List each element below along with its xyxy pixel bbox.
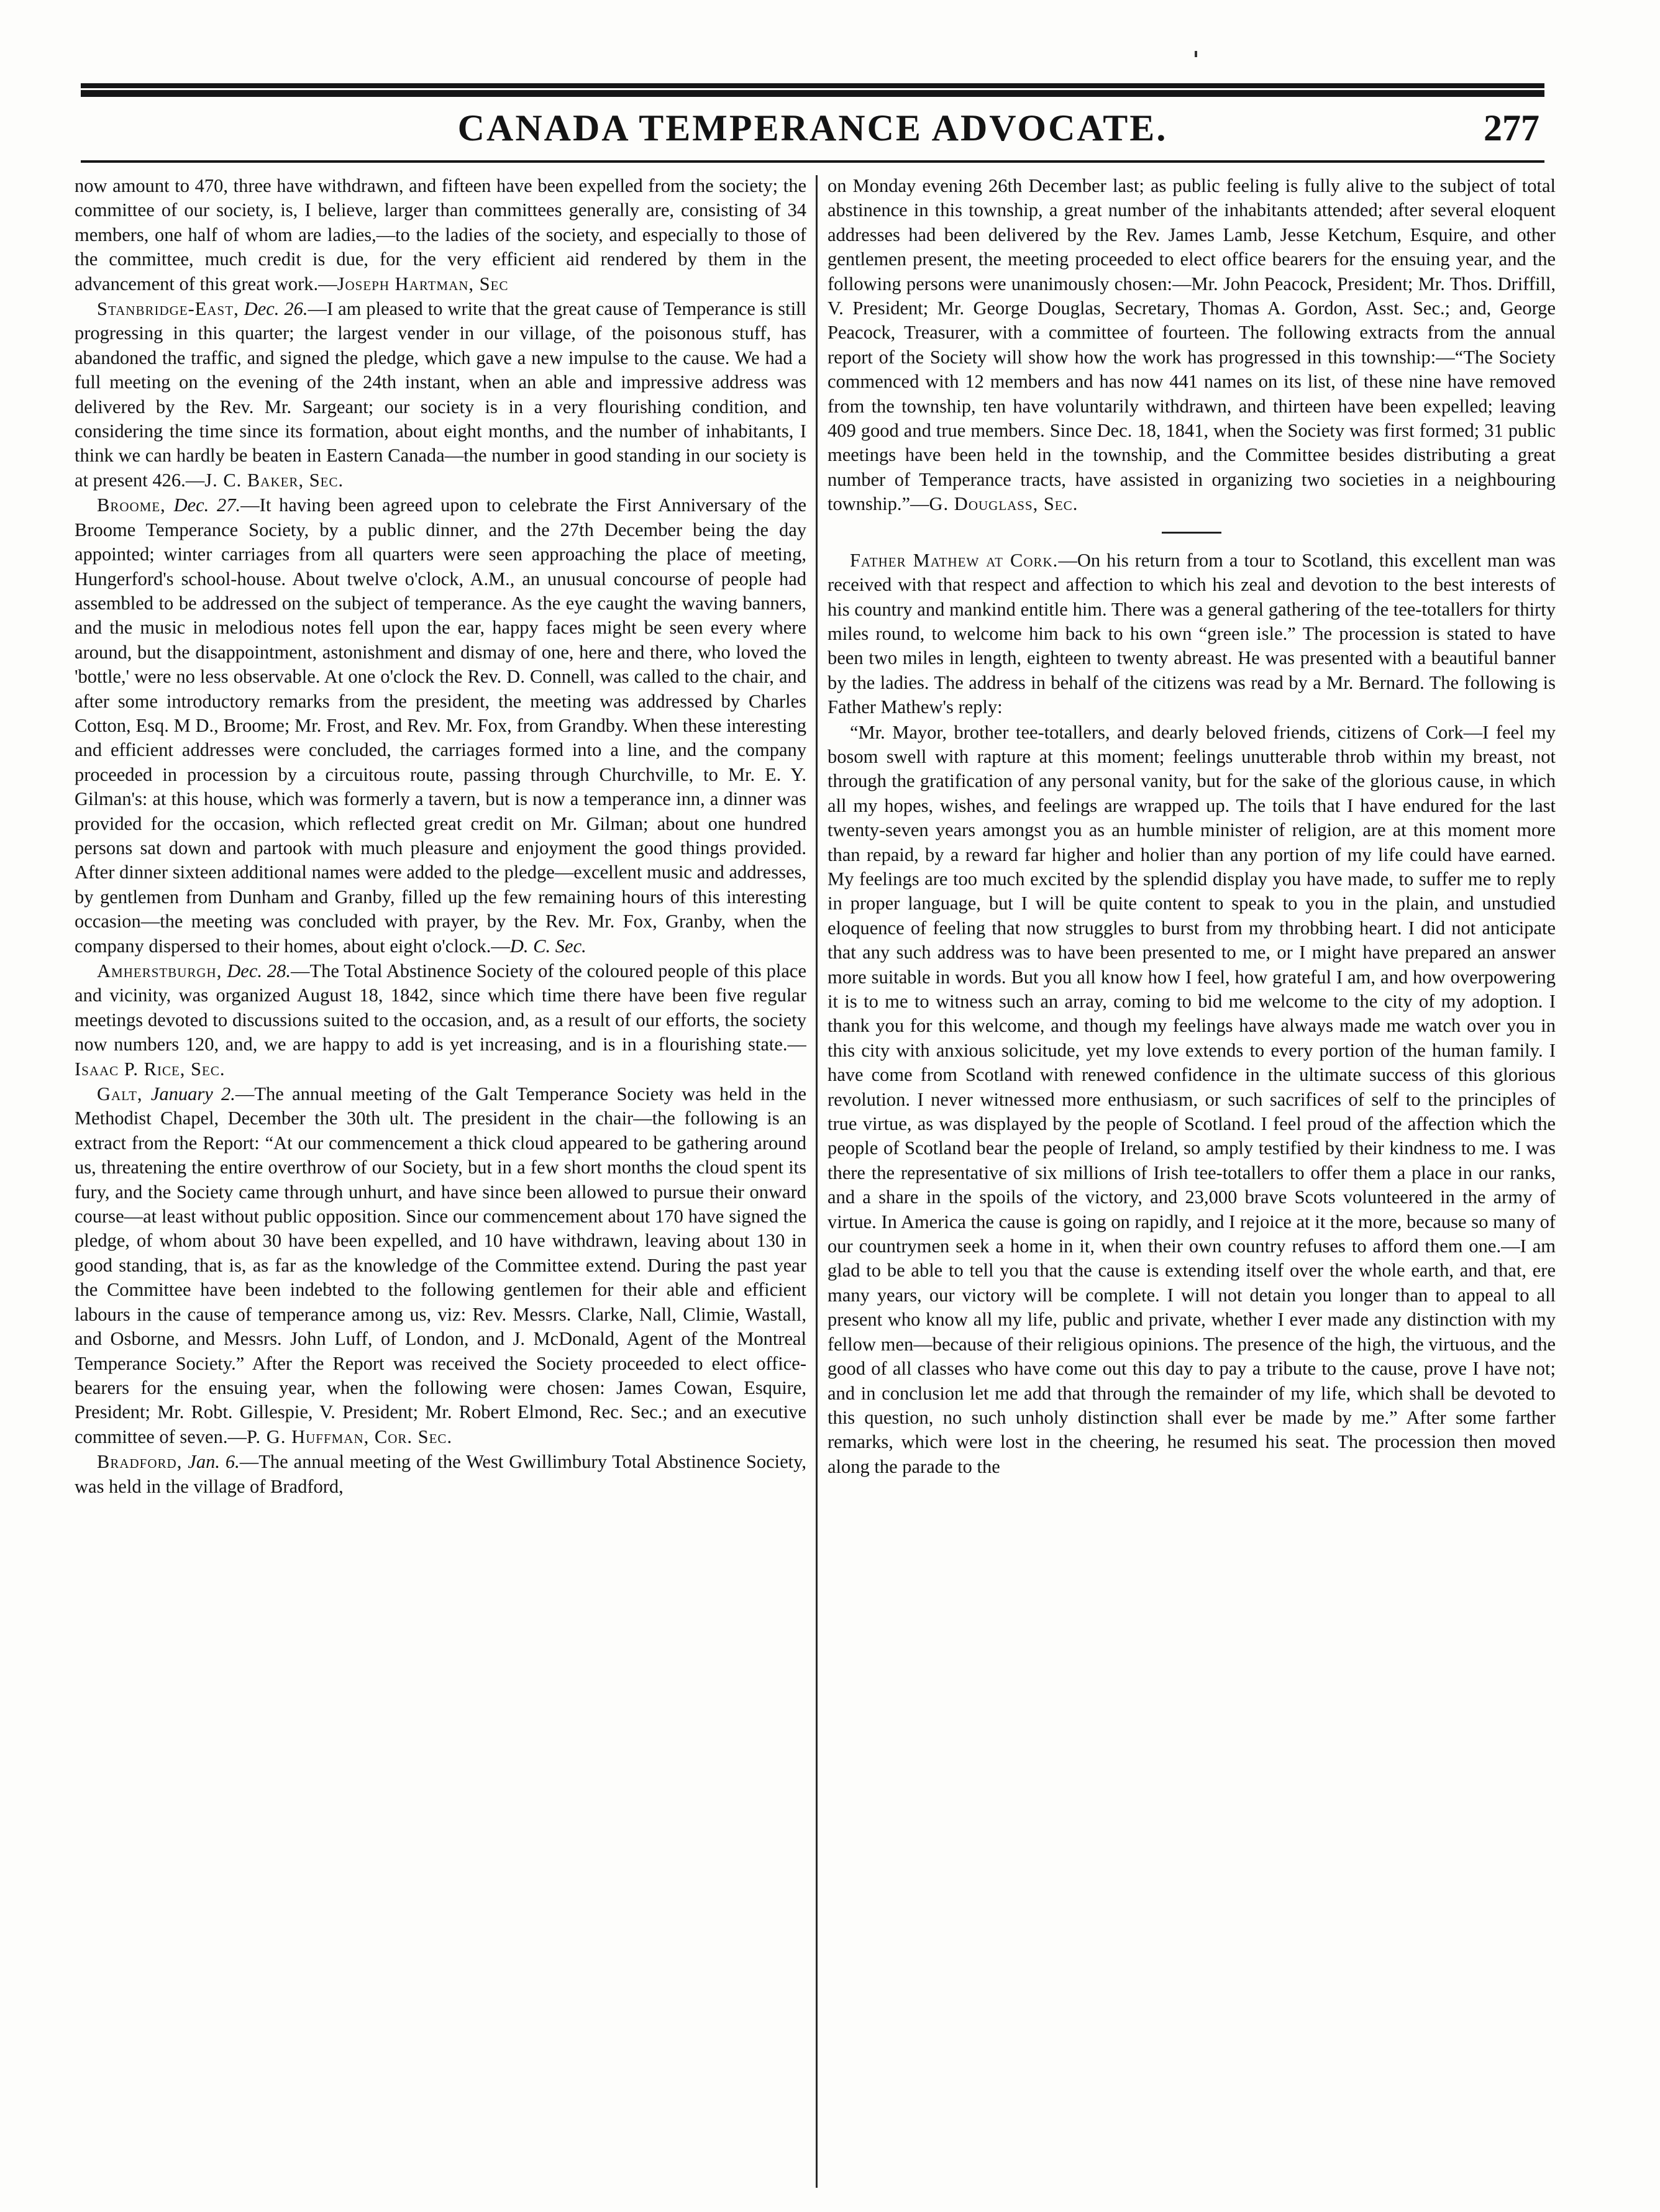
article-date: Dec. 28.	[227, 960, 291, 981]
article-galt	[75, 1082, 806, 1449]
article-bradford	[75, 1450, 806, 1499]
section-separator	[1162, 532, 1221, 534]
column-divider	[816, 175, 818, 2188]
ink-speck	[1195, 51, 1197, 57]
article-bradford-continued	[828, 174, 1556, 517]
article-signature: D. C. Sec.	[509, 935, 586, 957]
article-signature: Isaac P. Rice, Sec.	[75, 1058, 226, 1080]
article-heading: Father Mathew at Cork.	[850, 549, 1059, 571]
left-column	[75, 174, 806, 2193]
header-rule	[81, 160, 1544, 163]
article-signature: P. G. Huffman, Cor. Sec.	[246, 1426, 453, 1447]
article-text: —On his return from a tour to Scotland, this excellent man was received with that respect and affection to which his zeal and devotion to the best interests of his country and mankind entitle him. There was a general gathering of the tee-totallers for thirty miles round, to welcome him back to his own “green isle.” The procession is stated to have been two miles in length, eighteen to twenty abreast. He was presented with a beautiful banner by the ladies. The address in behalf of the citizens was read by a Mr. Bernard. The following is Father Mathew's reply:	[828, 549, 1556, 718]
article-date: January 2.	[150, 1083, 235, 1105]
article-text: —I am pleased to write that the great cause of Temperance is still progressing in this quarter; the largest vender in our village, of the poisonous stuff, has abandoned the traffic, and signed the pledge, which gave a new impulse to the cause. We had a full meeting on the evening of the 24th instant, when an able and impressive address was delivered by the Rev. Mr. Sargeant; our society is in a very flourishing condition, and considering the time since its formation, about eight months, and the number of inhabitants, I think we can hardly be beaten in Eastern Canada—the number in good standing in our society is at present 426.—	[75, 298, 806, 491]
article-hartman	[75, 174, 806, 296]
article-signature: G. Douglass, Sec.	[929, 493, 1079, 515]
article-place: Galt,	[97, 1083, 143, 1105]
article-text: on Monday evening 26th December last; as public feeling is fully alive to the subject of total abstinence in this township, a great number of the inhabitants attended; after several eloquent addresses had been delivered by the Rev. James Lamb, Jesse Ketchum, Esquire, and other gentlemen present, the meeting proceeded to elect office bearers for the ensuing year, and the following persons were unanimously chosen:—Mr. John Peacock, President; Mr. Thos. Driffill, V. President; Mr. George Douglas, Secretary, Thomas A. Gordon, Asst. Sec.; and, George Peacock, Treasurer, with a committee of fourteen. The following extracts from the annual report of the Society will show how the work has progressed in this township:—“The Society commenced with 12 members and has now 441 names on its list, of these nine have removed from the township, ten have voluntarily withdrawn, and thirteen have been expelled; leaving 409 good and true members. Since Dec. 18, 1841, when the Society was first formed; 31 public meetings have been held in the township, and the Committee besides distributing a great number of Temperance tracts, have assisted in organizing two societies in a neighbouring township.”—	[828, 175, 1556, 515]
father-mathew-reply	[828, 721, 1556, 1480]
article-place: Bradford,	[97, 1451, 183, 1473]
article-signature: J. C. Baker, Sec.	[204, 469, 344, 491]
article-date: Dec. 27.	[173, 494, 241, 516]
right-column	[828, 174, 1556, 2193]
article-place: Stanbridge-East,	[97, 298, 239, 320]
article-text: —The annual meeting of the Galt Temperance Society was held in the Methodist Chapel, December the 30th ult. The president in the chair—the following is an extract from the Report: “At our commencement a thick cloud appeared to be gathering around us, threatening the entire overthrow of our Society, but in a few short months the cloud spent its fury, and the Society came through unhurt, and have since been allowed to pursue their onward course—at least without public opposition. Since our commencement about 170 have signed the pledge, of whom about 30 have been expelled, and 10 have withdrawn, leaving about 130 in good standing, that is, as far as the knowledge of the Committee extend. During the past year the Committee have been indebted to the following gentlemen for their able and efficient labours in the cause of temperance among us, viz: Rev. Messrs. Clarke, Nall, Climie, Wastall, and Osborne, and Messrs. John Luff, of London, and J. McDonald, Agent of the Montreal Temperance Society.” After the Report was received the Society proceeded to elect office-bearers for the ensuing year, when the following were chosen: James Cowan, Esquire, President; Mr. Robt. Gillespie, V. President; Mr. Robert Elmond, Rec. Sec.; and an executive committee of seven.—	[75, 1083, 806, 1447]
article-place: Amherstburgh,	[97, 960, 222, 981]
article-father-mathew	[828, 548, 1556, 720]
article-broome	[75, 493, 806, 958]
article-text: —The annual meeting of the West Gwillimbury Total Abstinence Society, was held in the village of Bradford,	[75, 1451, 806, 1497]
page-header	[81, 99, 1544, 157]
article-date: Dec. 26.	[244, 298, 308, 320]
article-text: —The Total Abstinence Society of the coloured people of this place and vicinity, was organized August 18, 1842, since which time there have been five regular meetings devoted to discussions suited to the occasion, and, as a result of our efforts, the society now numbers 120, and, we are happy to add is yet increasing, and is in a flourishing state.—	[75, 960, 806, 1055]
publication-title: CANADA TEMPERANCE ADVOCATE.	[457, 107, 1168, 148]
article-stanbridge-east	[75, 297, 806, 493]
article-text: now amount to 470, three have withdrawn, and fifteen have been expelled from the society; the committee of our society, is, I believe, larger than committees generally are, consisting of 34 members, one half of whom are ladies,—to the ladies of the society, and especially to those of the committee, much credit is due, for the very efficient aid rendered by them in the advancement of this great work.—	[75, 175, 806, 294]
article-signature: Joseph Hartman, Sec	[337, 273, 509, 294]
article-place: Broome,	[97, 494, 166, 516]
page-number: 277	[1484, 107, 1539, 148]
reply-text: “Mr. Mayor, brother tee-totallers, and dearly beloved friends, citizens of Cork—I feel my bosom swell with rapture at this moment; feelings unutterable throb within my breast, not through the gratification of any personal vanity, but for the sake of the glorious cause, in which all my hopes, wishes, and feelings are wrapped up. The toils that I have endured for the last twenty-seven years amongst you as an humble minister of religion, are at this moment more than repaid, by a reward far higher and holier than any portion of my life could have earned. My feelings are too much excited by the splendid display you have made, to suffer me to reply in proper language, but I will be quite content to speak to you in the plain, and unstudied eloquence of feeling that now struggles to burst from my throbbing heart. I did not anticipate that any such address was to have been presented to me, or I might have prepared an answer more suitable in words. But you all know how I feel, how grateful I am, and how overpowering it is to me to witness such an array, coming to bid me welcome to the city of my adoption. I thank you for this welcome, and though my feelings have always made me watch over you in this city with anxious solicitude, yet my love extends to every portion of the human family. I have come from Scotland with renewed confidence in the ultimate success of this glorious revolution. I never witnessed more enthusiasm, or such sacrifices of self to the principles of true virtue, as was displayed by the people of Scotland. I feel proud of the affection which the people of Scotland bear the people of Ireland, so amply testified by their kindness to me. I was there the representative of six millions of Irish tee-totallers to offer them a place in our ranks, and a share in the spoils of the victory, and 23,000 brave Scots volunteered in the army of virtue. In America the cause is going on rapidly, and I rejoice at it the more, because so many of our countrymen seek a home in it, when their own country refuses to afford them one.—I am glad to be able to tell you that the cause is extending itself over the whole earth, and that, ere many years, our victory will be complete. I will not detain you longer than to appeal to all present who know all my life, public and private, whether I ever made any distinction with my fellow men—because of their religious opinions. The presence of the high, the virtuous, and the good of all classes who have come out this day to pay a tribute to the cause, prove I have not; and in conclusion let me add that through the remainder of my life, which shall be devoted to this question, no such unholy distinction shall ever be made by me.” After some farther remarks, which were lost in the cheering, he resumed his seat. The procession then moved along the parade to the	[828, 721, 1556, 1477]
header-double-rule	[81, 83, 1544, 97]
article-text: —It having been agreed upon to celebrate the First Anniversary of the Broome Temperance Society, by a public dinner, and the 27th December being the day appointed; winter carriages from all quarters were seen approaching the place of meeting, Hungerford's school-house. About twelve o'clock, A.M., an unusual concourse of people had assembled to be addressed on the subject of temperance. As the eye caught the waving banners, and the music in melodious notes fell upon the ear, happy faces might be seen every where around, but the disappointment, astonishment and dismay of one, here and there, who loved the 'bottle,' were no less observable. At one o'clock the Rev. D. Connell, was called to the chair, and after some introductory remarks from the president, the meeting was addressed by Charles Cotton, Esq. M D., Broome; Mr. Frost, and Rev. Mr. Fox, from Grandby. When these interesting and efficient addresses were concluded, the carriages formed into a line, and the company proceeded in procession by a circuitous route, passing through Churchville, to Mr. E. Y. Gilman's: at this house, which was formerly a tavern, but is now a temperance inn, a dinner was provided for the occasion, which reflected great credit on Mr. Gilman; about one hundred persons sat down and partook with much pleasure and enjoyment the good things provided. After dinner sixteen additional names were added to the pledge—excellent music and addresses, by gentlemen from Dunham and Granby, filled up the few remaining hours of this interesting occasion—the meeting was concluded with prayer, by the Rev. Mr. Fox, Granby, when the company dispersed to their homes, about eight o'clock.—	[75, 494, 806, 957]
article-date: Jan. 6.	[188, 1451, 240, 1473]
article-amherstburgh	[75, 959, 806, 1081]
